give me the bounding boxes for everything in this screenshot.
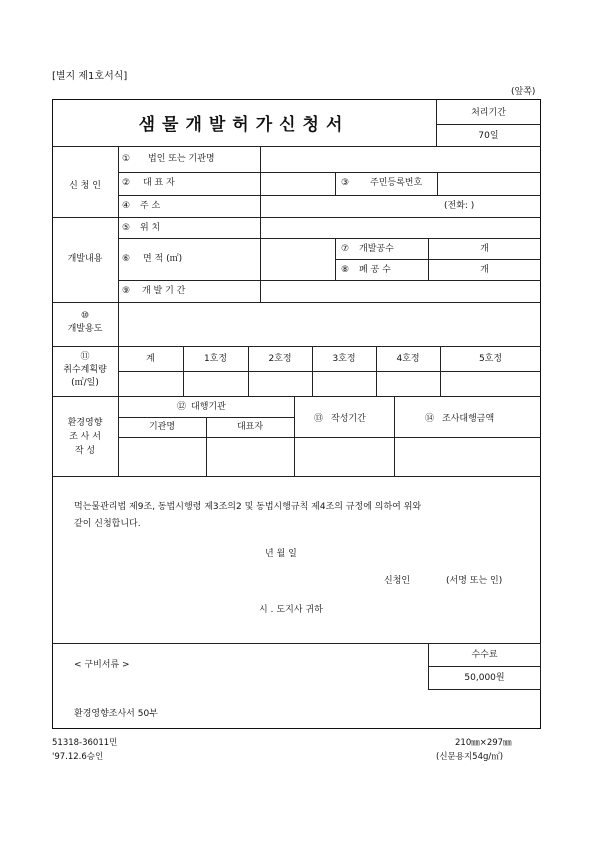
intake-unit: (㎥/일): [71, 378, 99, 388]
divider: [118, 371, 541, 372]
divider: [260, 217, 261, 302]
divider: [118, 172, 541, 173]
intake-col-well-5: 5호정: [478, 354, 503, 364]
wells-unit: 개: [480, 244, 489, 254]
divider: [118, 238, 541, 239]
processing-label: 처리기간: [471, 108, 506, 118]
agency-org-label: 기관명: [148, 422, 176, 432]
loc-num: ⑤: [122, 223, 131, 233]
survey-amount-label: 조사대행금액: [442, 414, 495, 424]
survey-period-num: ⑬: [314, 414, 324, 424]
corp-num: ①: [122, 154, 131, 164]
closed-num: ⑧: [341, 265, 350, 275]
divider: [183, 346, 184, 396]
area-num: ⑥: [122, 254, 131, 264]
intake-label: 취수계획량: [63, 365, 107, 375]
closed-unit: 개: [480, 265, 489, 275]
loc-label: 위 치: [140, 223, 161, 233]
intake-col-well-4: 4호정: [396, 354, 420, 364]
divider: [436, 124, 541, 125]
intake-col-total: 계: [146, 354, 155, 364]
divider: [52, 346, 541, 347]
statement-line-1: 먹는물관리법 제9조, 동법시행령 제3조의2 및 동법시행규칙 제4조의 규정에 의하여 위와: [74, 502, 422, 512]
closed-label: 폐 공 수: [359, 265, 391, 275]
divider: [294, 396, 295, 476]
intake-num: ⑪: [80, 352, 90, 362]
divider: [52, 146, 541, 147]
use-label: 개발용도: [67, 324, 103, 334]
survey-section-3: 작 성: [74, 446, 96, 456]
addressee: 시 ․ 도지사 귀하: [259, 605, 323, 615]
divider: [52, 217, 541, 218]
attachments-label: < 구비서류 >: [74, 660, 130, 670]
survey-section-1: 환경영향: [67, 418, 103, 428]
rrn-label: 주민등록번호: [370, 178, 423, 188]
agency-num: ⑫: [177, 402, 187, 412]
divider: [312, 346, 313, 396]
divider: [428, 666, 541, 667]
processing-value: 70일: [478, 131, 499, 141]
corp-label: 법인 또는 기관명: [148, 154, 215, 164]
use-num: ⑩: [80, 311, 90, 321]
fee-label: 수수료: [471, 650, 498, 660]
area-label: 면 적 (㎡): [143, 254, 183, 264]
divider: [437, 172, 438, 195]
divider: [52, 396, 541, 397]
phone-label: (전화: ): [444, 201, 475, 211]
survey-amount-num: ⑭: [425, 414, 435, 424]
survey-period-label: 작성기간: [331, 414, 366, 424]
divider: [248, 346, 249, 396]
intake-col-well-2: 2호정: [268, 354, 292, 364]
form-title: 샘물개발허가신청서: [138, 115, 350, 135]
form-code: [별지 제1호서식]: [52, 71, 128, 82]
rep-label: 대 표 자: [143, 178, 175, 188]
divider: [394, 396, 395, 476]
development-section: 개발내용: [67, 254, 103, 264]
period-num: ⑨: [122, 286, 131, 296]
footer-code: 51318-36011민: [52, 738, 118, 748]
rrn-num: ③: [341, 178, 350, 188]
statement-line-2: 같이 신청합니다.: [74, 519, 141, 529]
addr-num: ④: [122, 201, 131, 211]
addr-label: 주 소: [140, 201, 161, 211]
intake-col-well-3: 3호정: [332, 354, 356, 364]
applicant-section: 신 청 인: [69, 181, 101, 191]
signer-label: 신청인: [384, 576, 411, 586]
footer-paper: (신문용지54g/㎡): [436, 752, 504, 762]
signer-note: (서명 또는 인): [446, 576, 503, 586]
wells-num: ⑦: [341, 244, 350, 254]
footer-approval: '97.12.6승인: [52, 752, 104, 762]
divider: [260, 146, 261, 217]
divider: [440, 346, 441, 396]
survey-section-2: 조 사 서: [69, 432, 101, 442]
divider: [52, 302, 541, 303]
divider: [335, 259, 541, 260]
divider: [52, 476, 541, 477]
divider: [376, 346, 377, 396]
divider: [335, 172, 336, 195]
footer-size: 210㎜×297㎜: [455, 738, 512, 748]
agency-label: 대행기관: [191, 402, 226, 412]
fee-amount: 50,000원: [464, 673, 505, 683]
attachment-item: 환경영향조사서 50부: [74, 709, 158, 719]
statement-date: 년 월 일: [265, 549, 297, 559]
rep-num: ②: [122, 178, 131, 188]
intake-col-well-1: 1호정: [203, 354, 228, 364]
period-label: 개 발 기 간: [142, 286, 186, 296]
divider: [118, 195, 541, 196]
wells-label: 개발공수: [359, 244, 394, 254]
divider: [294, 437, 541, 438]
agency-rep-label: 대표자: [236, 422, 264, 432]
divider: [118, 280, 541, 281]
page-side: (앞쪽): [511, 87, 536, 97]
